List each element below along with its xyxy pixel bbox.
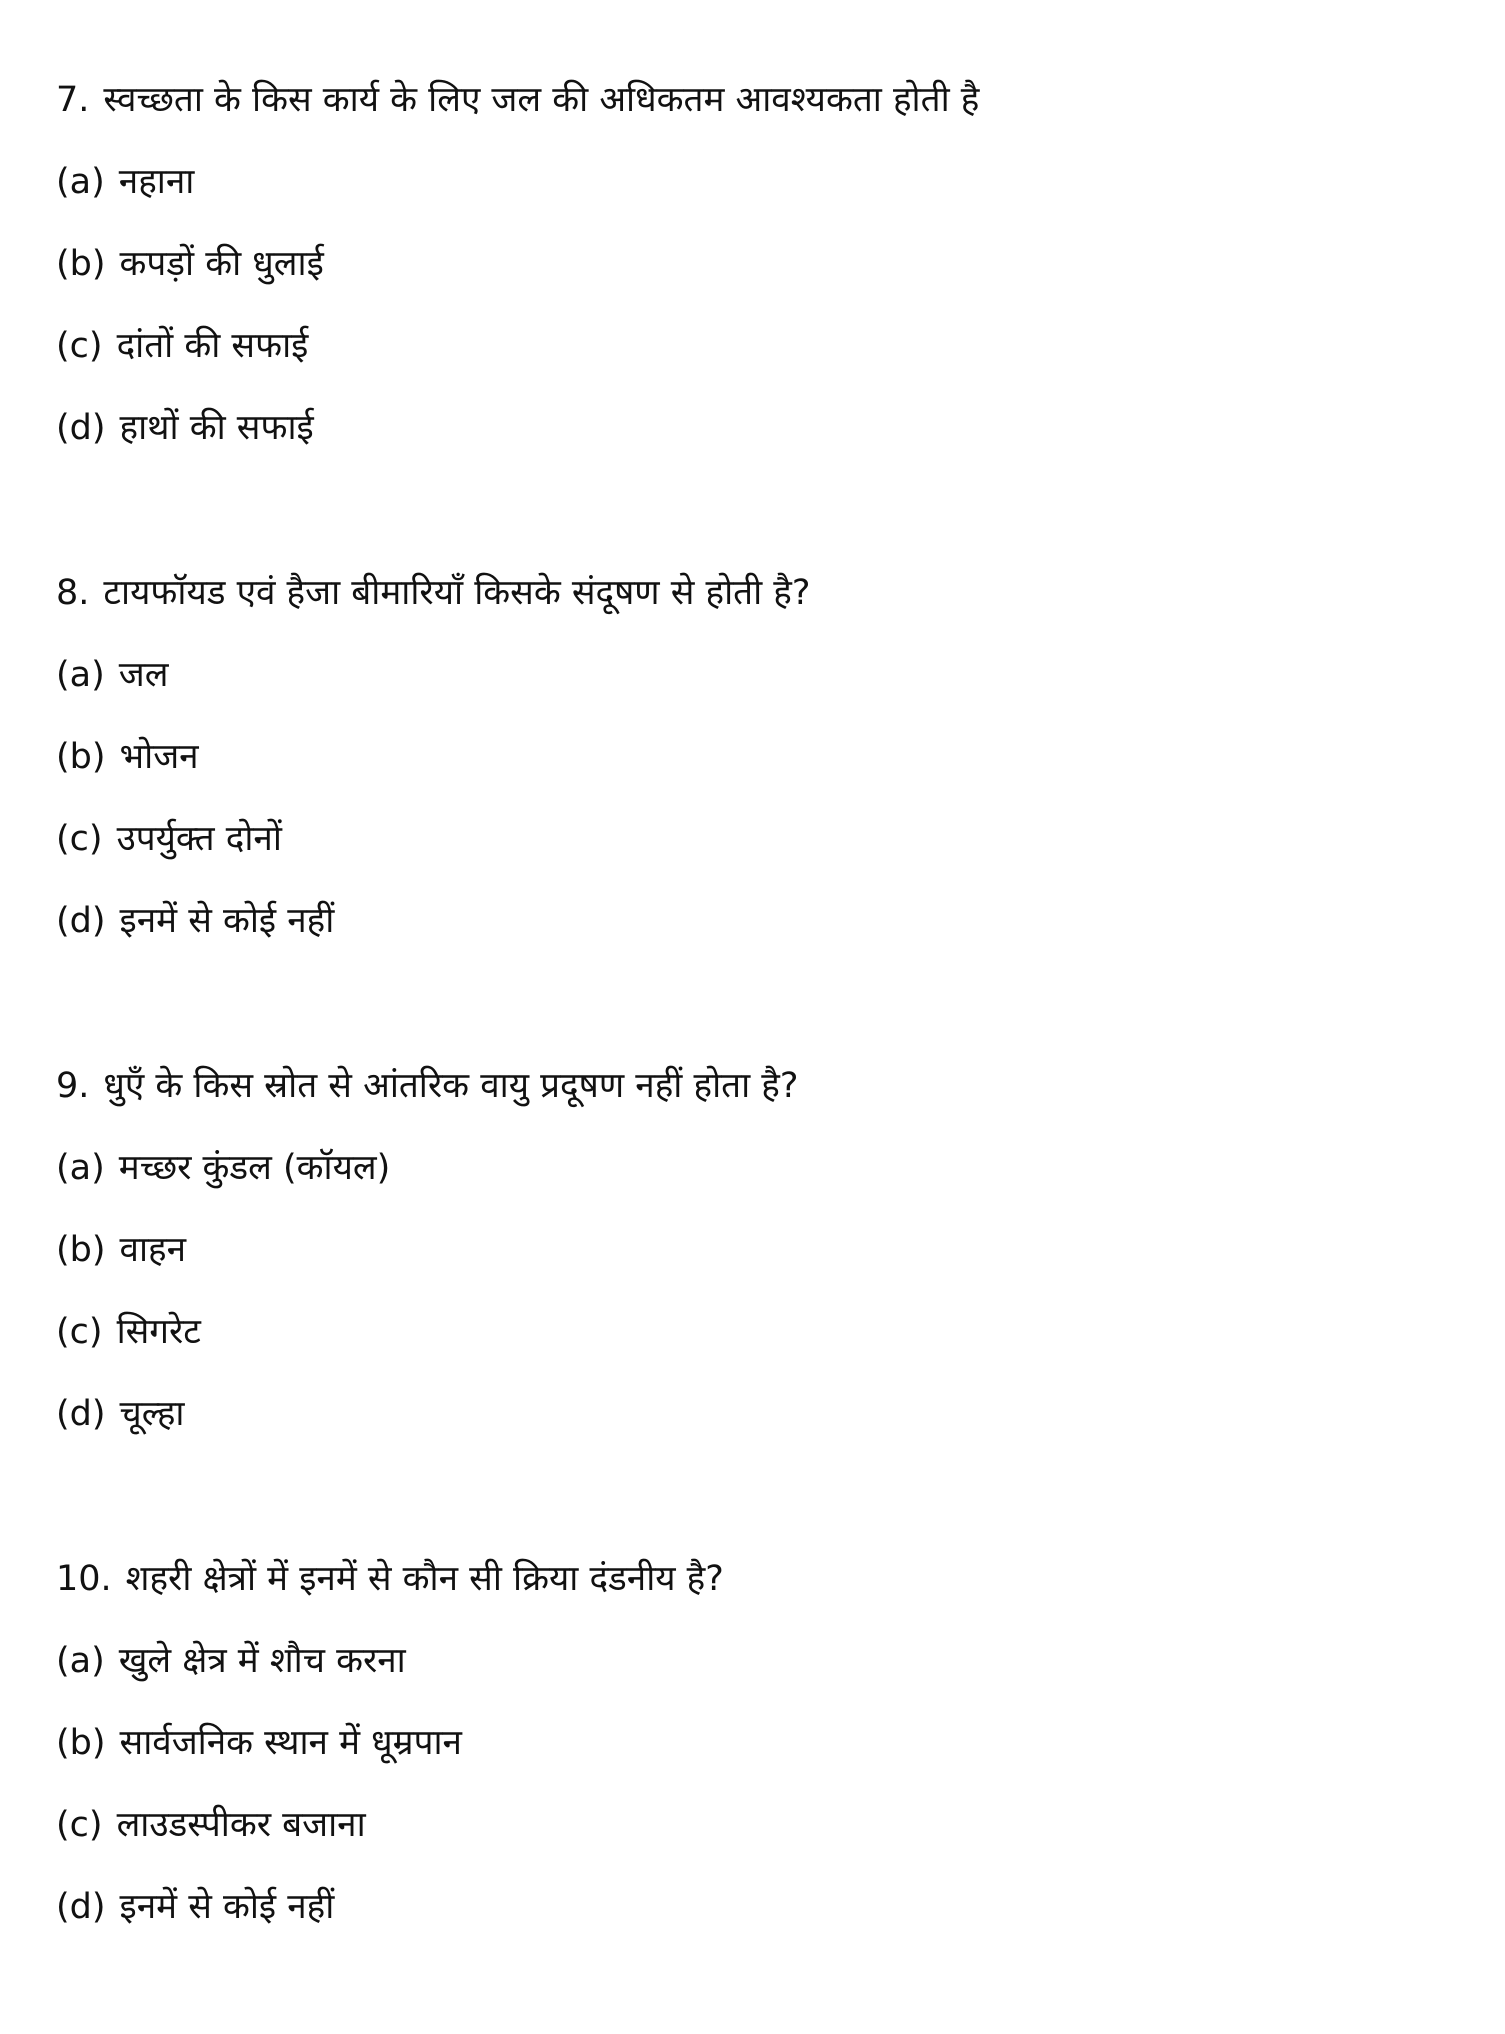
option-item (56, 1228, 186, 1272)
question-number: 10. (56, 1559, 112, 1599)
question-7 (56, 78, 979, 122)
option-item (56, 1392, 185, 1436)
question-text: धुएँ के किस स्रोत से आंतरिक वायु प्रदूषण नहीं होता है? (103, 1066, 799, 1106)
option-text: इनमें से कोई नहीं (119, 1887, 335, 1927)
option-label: (c) (56, 326, 103, 366)
question-text: टायफॉयड एवं हैजा बीमारियाँ किसके संदूषण से होती है? (103, 573, 811, 613)
option-item (56, 406, 314, 450)
option-item (56, 1146, 390, 1190)
question-8 (56, 571, 810, 615)
option-item (56, 1721, 462, 1765)
option-label: (b) (56, 1230, 106, 1270)
question-10 (56, 1557, 724, 1601)
question-number: 9. (56, 1066, 90, 1106)
option-label: (d) (56, 1394, 106, 1434)
option-item (56, 653, 168, 697)
option-label: (a) (56, 162, 105, 202)
option-item (56, 324, 308, 368)
option-label: (a) (56, 1148, 105, 1188)
option-label: (c) (56, 1312, 103, 1352)
option-item (56, 242, 324, 286)
option-item (56, 1885, 334, 1929)
question-number: 7. (56, 80, 90, 120)
option-text: खुले क्षेत्र में शौच करना (118, 1641, 406, 1681)
option-label: (b) (56, 737, 106, 777)
option-item (56, 899, 334, 943)
option-item (56, 160, 194, 204)
option-label: (d) (56, 1887, 106, 1927)
option-label: (c) (56, 819, 103, 859)
option-text: जल (118, 655, 169, 695)
option-label: (a) (56, 1641, 105, 1681)
option-text: हाथों की सफाई (119, 408, 314, 448)
option-item (56, 1803, 366, 1847)
option-text: उपर्युक्त दोनों (116, 819, 282, 859)
option-label: (a) (56, 655, 105, 695)
option-text: सार्वजनिक स्थान में धूम्रपान (119, 1723, 462, 1763)
option-text: वाहन (119, 1230, 187, 1270)
option-label: (b) (56, 244, 106, 284)
option-item (56, 817, 282, 861)
question-text: स्वच्छता के किस कार्य के लिए जल की अधिकतम आवश्यकता होती है (103, 80, 980, 120)
option-text: कपड़ों की धुलाई (119, 244, 324, 284)
option-label: (b) (56, 1723, 106, 1763)
question-9 (56, 1064, 798, 1108)
option-label: (c) (56, 1805, 103, 1845)
option-item (56, 1310, 201, 1354)
question-text: शहरी क्षेत्रों में इनमें से कौन सी क्रिया दंडनीय है? (125, 1559, 724, 1599)
question-number: 8. (56, 573, 90, 613)
option-item (56, 1639, 406, 1683)
option-text: चूल्हा (119, 1394, 185, 1434)
option-text: सिगरेट (116, 1312, 201, 1352)
option-text: लाउडस्पीकर बजाना (116, 1805, 366, 1845)
option-label: (d) (56, 408, 106, 448)
option-label: (d) (56, 901, 106, 941)
option-text: दांतों की सफाई (116, 326, 309, 366)
option-text: इनमें से कोई नहीं (119, 901, 335, 941)
option-text: मच्छर कुंडल (कॉयल) (118, 1148, 391, 1188)
option-item (56, 735, 199, 779)
option-text: भोजन (119, 737, 199, 777)
option-text: नहाना (118, 162, 195, 202)
